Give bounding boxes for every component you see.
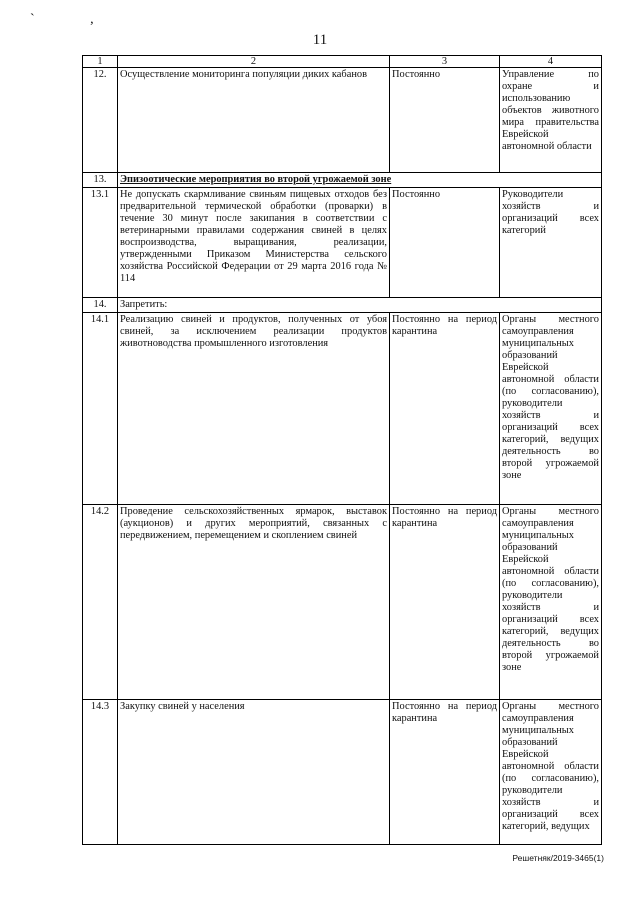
measure-text: Проведение сельскохозяйственных ярмарок, выставок (аукционов) и других мероприятий, связанных с передвижением, перемещением и скоплением свиней: [118, 505, 390, 700]
table-row: [83, 188, 602, 298]
period-text: Постоянно на период карантина: [390, 313, 500, 505]
measure-text: Не допускать скармливание свиньям пищевых отходов без предварительной термической обработки (проварки) в течение 30 минут после закипания в соответствии с ветеринарными правилами содержания свиней в целях воспроизводства, выращивания, реализации, утвержденными Приказом Министерства сельского хозяйства Российской Федерации от 29 марта 2016 года № 114: [118, 188, 390, 298]
measure-text: Закупку свиней у населения: [118, 700, 390, 845]
responsible-text: Управление по охране и использованию объектов животного мира правительства Еврейской автономной области: [500, 68, 602, 173]
table-row: [83, 505, 602, 700]
header-cell: 3: [390, 56, 500, 68]
header-cell: 1: [83, 56, 118, 68]
header-cell: 2: [118, 56, 390, 68]
table-row: [83, 700, 602, 845]
header-cell: 4: [500, 56, 602, 68]
section-title: Эпизоотические мероприятия во второй угрожаемой зоне: [118, 173, 602, 188]
row-number: 14.3: [83, 700, 118, 845]
period-text: Постоянно на период карантина: [390, 505, 500, 700]
measures-table: [82, 55, 602, 845]
period-text: Постоянно: [390, 188, 500, 298]
measure-text: Реализацию свиней и продуктов, полученных от убоя свиней, за исключением реализации продуктов животноводства промышленного изготовления: [118, 313, 390, 505]
responsible-text: Органы местного самоуправления муниципальных образований Еврейской автономной области (по согласованию), руководители хозяйств и организаций всех категорий, ведущих деятельность во второй угрожаемой зоне: [500, 313, 602, 505]
section-title: Запретить:: [118, 298, 602, 313]
row-number: 14.: [83, 298, 118, 313]
period-text: Постоянно на период карантина: [390, 700, 500, 845]
measure-text: Осуществление мониторинга популяции диких кабанов: [118, 68, 390, 173]
document-footer-code: Решетняк/2019-3465(1): [512, 853, 604, 863]
table-row: [83, 313, 602, 505]
table-row: [83, 68, 602, 173]
section-row: [83, 173, 602, 188]
responsible-text: Органы местного самоуправления муниципальных образований Еврейской автономной области (по согласованию), руководители хозяйств и организаций всех категорий, ведущих: [500, 700, 602, 845]
responsible-text: Органы местного самоуправления муниципальных образований Еврейской автономной области (по согласованию), руководители хозяйств и организаций всех категорий, ведущих деятельность во второй угрожаемой зоне: [500, 505, 602, 700]
page-number: 11: [312, 32, 328, 48]
row-number: 13.: [83, 173, 118, 188]
section-row: [83, 298, 602, 313]
row-number: 14.2: [83, 505, 118, 700]
scan-corner-marks: ` ,: [30, 12, 120, 27]
responsible-text: Руководители хозяйств и организаций всех категорий: [500, 188, 602, 298]
header-row: [83, 56, 602, 68]
period-text: Постоянно: [390, 68, 500, 173]
row-number: 14.1: [83, 313, 118, 505]
row-number: 12.: [83, 68, 118, 173]
row-number: 13.1: [83, 188, 118, 298]
